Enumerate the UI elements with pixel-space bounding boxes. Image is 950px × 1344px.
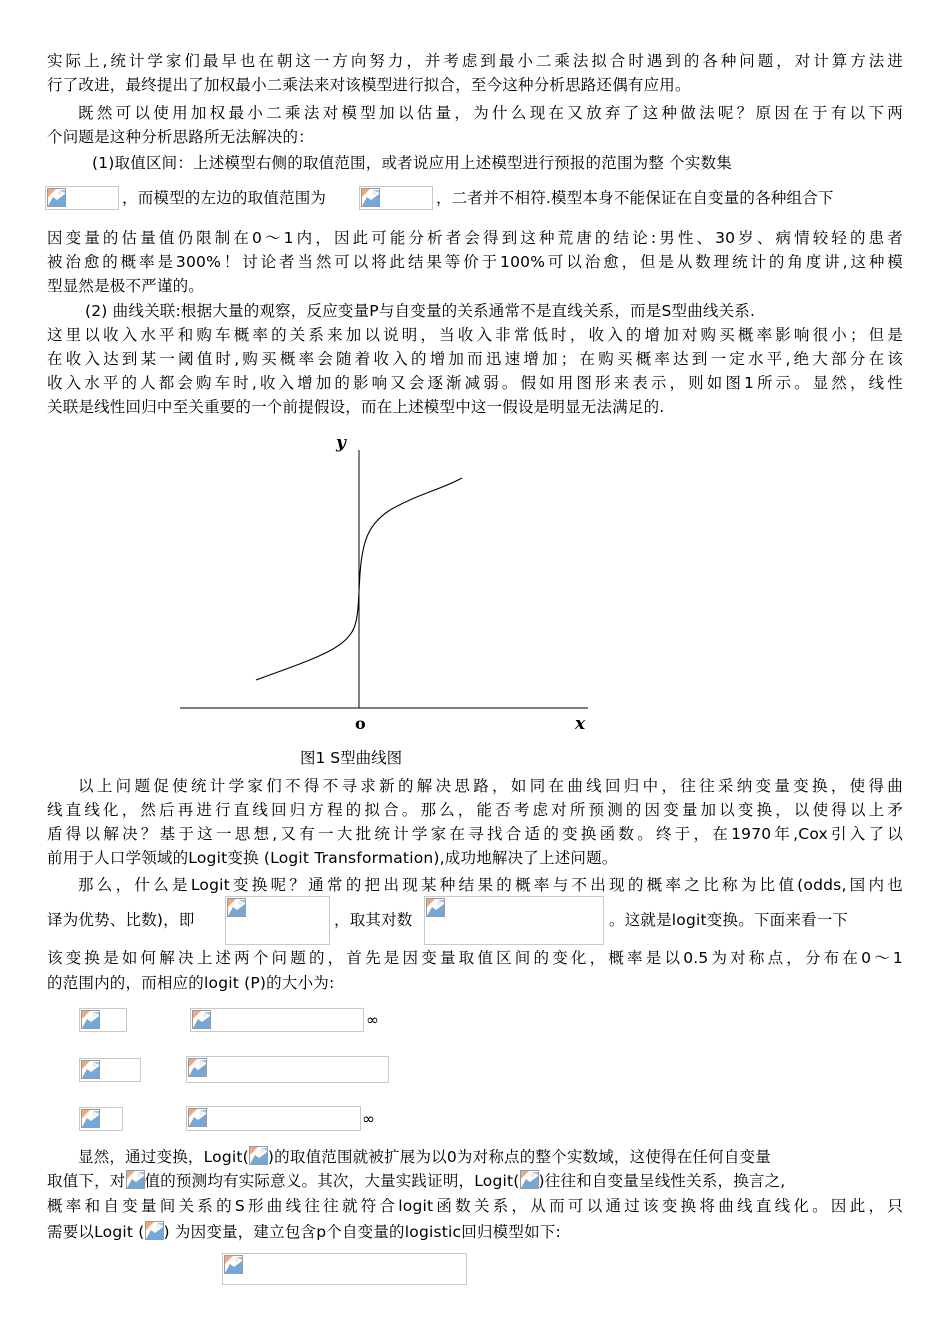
text-line: (1)取值区间：上述模型右侧的取值范围，或者说应用上述模型进行预报的范围为整 个实数集 [92,154,732,172]
text-line: 的范围内的，而相应的logit (P)的大小为: [47,974,335,992]
broken-image-icon [188,1058,207,1077]
text-line: 因变量的估量值仍限制在0～1内，因此可能分析者会得到这种荒唐的结论:男性、30岁、病情较轻的患者 [47,229,903,247]
formula-image-placeholder [186,1056,389,1083]
formula-image-placeholder [222,1253,467,1285]
text-line: 概率和自变量间关系的S形曲线往往就符合logit函数关系，从而可以通过该变换将曲线直线化。因此，只 [47,1197,903,1215]
text-line: (2) 曲线关联:根据大量的观察，反应变量P与自变量的关系通常不是直线关系，而是S型曲线关系. [85,302,756,320]
text-line: 显然，通过变换，Logit( )的取值范围就被扩展为以0为对称点的整个实数域，这使得在任何自变量 [78,1148,771,1166]
broken-image-icon [126,1170,145,1189]
broken-image-icon [361,188,380,207]
y-axis-label: y [336,433,346,453]
broken-image-icon [47,188,66,207]
broken-image-icon [81,1060,100,1079]
s-curve-figure [170,428,600,738]
broken-image-icon [188,1108,207,1127]
text-line: 在收入达到某一阈值时,购买概率会随着收入的增加而迅速增加；在购买概率达到一定水平,绝大部分在该 [47,350,903,368]
text-line: 。这就是logit变换。下面来看一下 [609,911,849,929]
broken-image-icon [426,898,445,917]
formula-image-placeholder [359,186,433,210]
figure-caption: 图1 S型曲线图 [300,749,403,767]
text-line: 实际上,统计学家们最早也在朝这一方向努力，并考虑到最小二乘法拟合时遇到的各种问题，对计算方法进 [47,52,903,70]
text-line: 被治愈的概率是300%！讨论者当然可以将此结果等价于100%可以治愈，但是从数理统计的角度讲,这种模 [47,253,903,271]
infinity-symbol: ∞ [366,1011,380,1029]
text-line: ，二者并不相符.模型本身不能保证在自变量的各种组合下 [436,189,834,207]
origin-label: o [355,714,366,733]
broken-image-icon [81,1010,100,1029]
formula-image-placeholder [186,1106,361,1131]
text-line: 行了改进，最终提出了加权最小二乘法来对该模型进行拟合，至今这种分析思路还偶有应用。 [47,76,691,94]
text-line: 这里以收入水平和购车概率的关系来加以说明，当收入非常低时，收入的增加对购买概率影响很小；但是 [47,326,903,344]
text-line: 该变换是如何解决上述两个问题的，首先是因变量取值区间的变化，概率是以0.5为对称点，分布在0～1 [47,949,903,967]
formula-image-placeholder [79,1058,141,1082]
text-line: 那么，什么是Logit变换呢？通常的把出现某种结果的概率与不出现的概率之比称为比值(odds,国内也 [78,876,903,894]
text-line: 个问题是这种分析思路所无法解决的： [47,128,314,146]
formula-image-placeholder [190,1008,364,1032]
formula-image-placeholder [79,1008,127,1032]
formula-image-placeholder [79,1107,123,1131]
broken-image-icon [249,1146,268,1165]
text-line: 需要以Logit ( ) 为因变量，建立包含p个自变量的logistic回归模型如下: [47,1223,561,1241]
text-line: 以上问题促使统计学家们不得不寻求新的解决思路，如同在曲线回归中，往往采纳变量变换，使得曲 [78,777,903,795]
text-line: ，取其对数 [334,911,413,929]
formula-image-placeholder [424,896,604,945]
broken-image-icon [224,1255,243,1274]
text-line: 关联是线性回归中至关重要的一个前提假设，而在上述模型中这一假设是明显无法满足的. [47,398,665,416]
infinity-symbol: ∞ [362,1110,376,1128]
text-line: 既然可以使用加权最小二乘法对模型加以估量，为什么现在又放弃了这种做法呢？原因在于有以下两 [78,104,903,122]
broken-image-icon [520,1170,539,1189]
formula-image-placeholder [45,186,119,210]
text-line: 盾得以解决？基于这一思想,又有一大批统计学家在寻找合适的变换函数。终于，在1970年,Cox引入了以 [47,825,903,843]
text-line: 前用于人口学领域的Logit变换 (Logit Transformation),成功地解决了上述问题。 [47,849,618,867]
broken-image-icon [227,898,246,917]
broken-image-icon [192,1010,211,1029]
text-line: 收入水平的人都会购车时,收入增加的影响又会逐渐减弱。假如用图形来表示，则如图1所示。显然，线性 [47,374,903,392]
text-line: 取值下，对 值的预测均有实际意义。其次，大量实践证明，Logit( )往往和自变量呈线性关系，换言之, [47,1172,786,1190]
text-line: 型显然是极不严谨的。 [47,277,205,295]
text-line: ，而模型的左边的取值范围为 [122,189,327,207]
broken-image-icon [145,1221,164,1240]
broken-image-icon [81,1109,100,1128]
x-axis-label: x [575,714,586,734]
text-line: 译为优势、比数)，即 [47,911,195,929]
formula-image-placeholder [225,896,330,945]
text-line: 线直线化，然后再进行直线回归方程的拟合。那么，能否考虑对所预测的因变量加以变换，以使得以上矛 [47,801,903,819]
